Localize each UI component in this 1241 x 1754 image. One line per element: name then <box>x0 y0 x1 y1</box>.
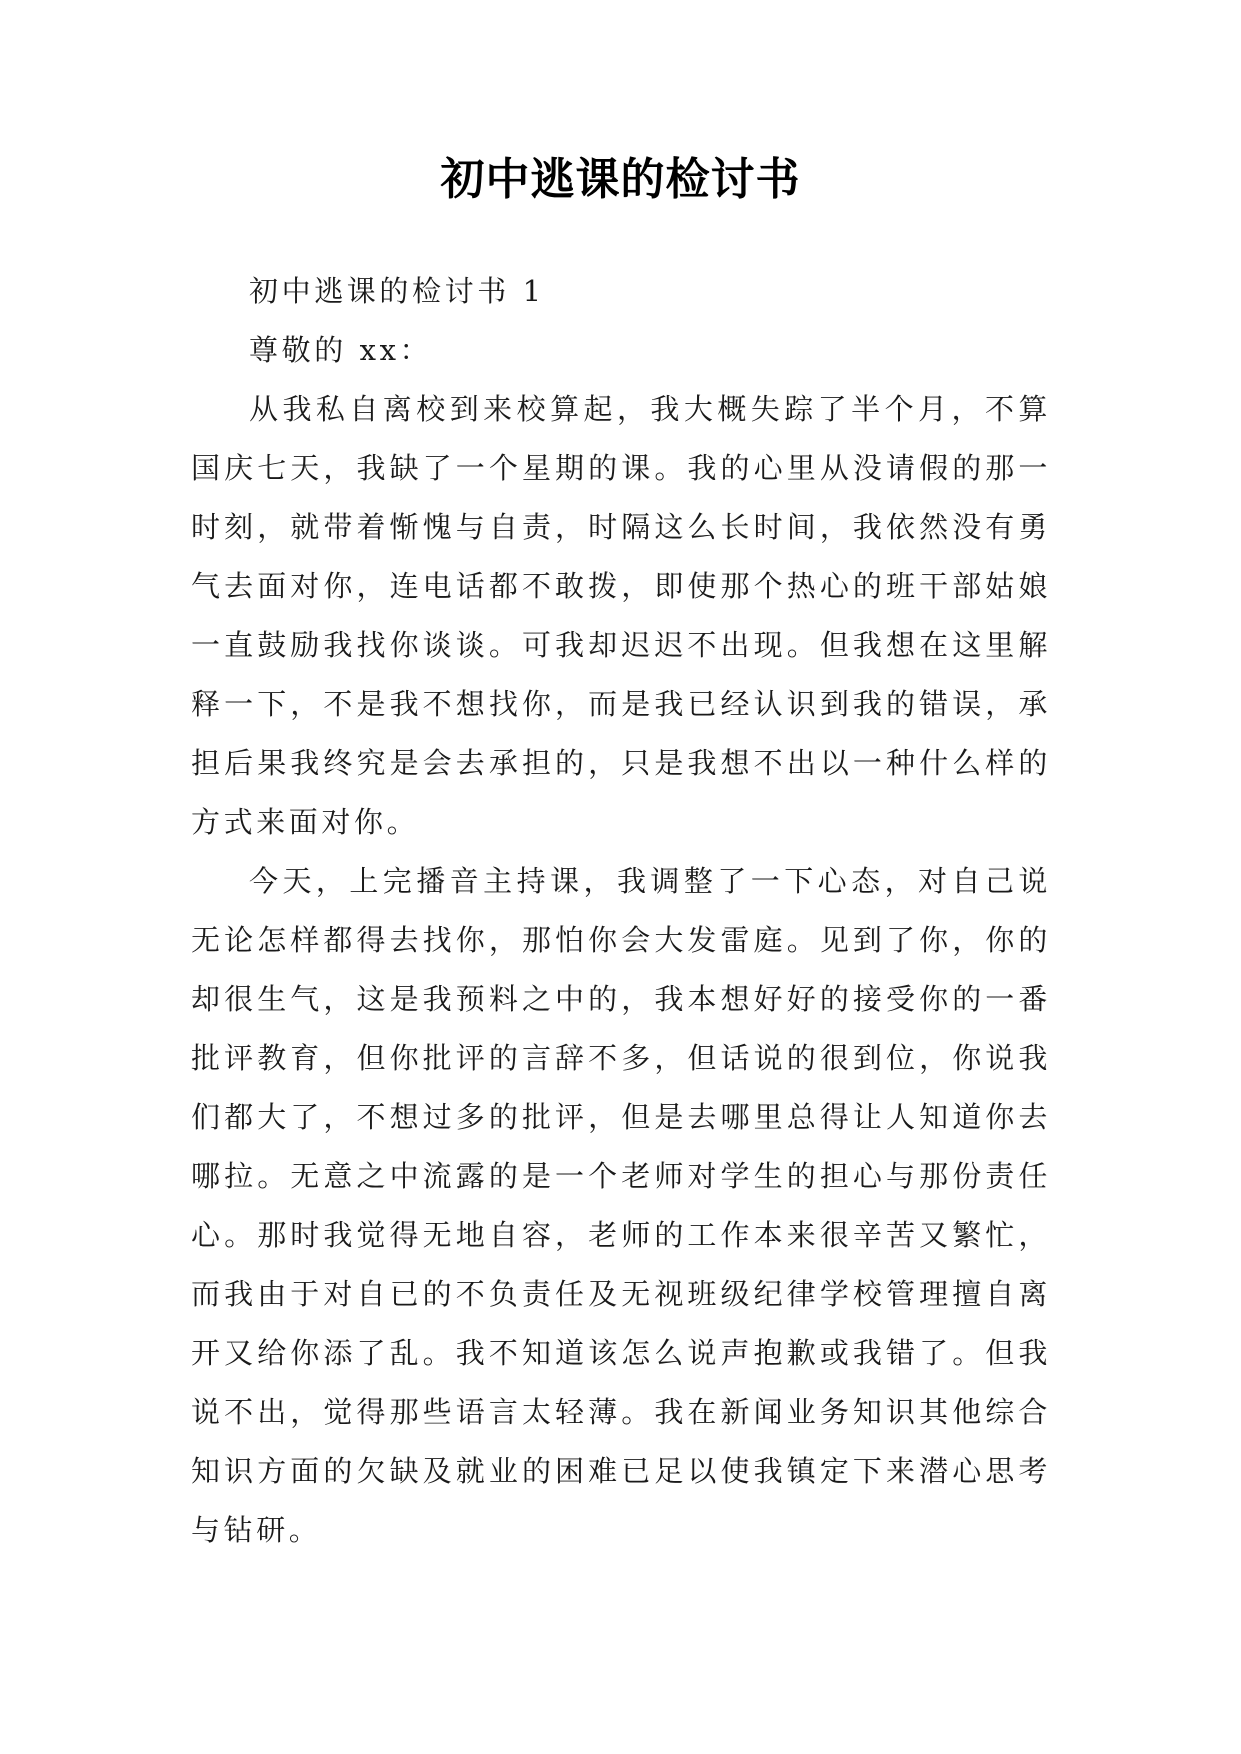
paragraph-1: 从我私自离校到来校算起，我大概失踪了半个月，不算国庆七天，我缺了一个星期的课。我的心里从没请假的那一时刻，就带着惭愧与自责，时隔这么长时间，我依然没有勇气去面对你，连电话都不敢拨，即使那个热心的班干部姑娘一直鼓励我找你谈谈。可我却迟迟不出现。但我想在这里解释一下，不是我不想找你，而是我已经认识到我的错误，承担后果我终究是会去承担的，只是我想不出以一种什么样的方式来面对你。 <box>191 392 1051 839</box>
document-title: 初中逃课的检讨书 <box>440 154 801 205</box>
salutation: 尊敬的 xx： <box>249 333 433 367</box>
section-heading: 初中逃课的检讨书 1 <box>249 274 545 308</box>
document-body <box>191 262 1051 1560</box>
paragraph-2: 今天，上完播音主持课，我调整了一下心态，对自己说无论怎样都得去找你，那怕你会大发雷庭。见到了你，你的却很生气，这是我预料之中的，我本想好好的接受你的一番批评教育，但你批评的言辞不多，但话说的很到位，你说我们都大了，不想过多的批评，但是去哪里总得让人知道你去哪拉。无意之中流露的是一个老师对学生的担心与那份责任心。那时我觉得无地自容，老师的工作本来很辛苦又繁忙，而我由于对自已的不负责任及无视班级纪律学校管理擅自离开又给你添了乱。我不知道该怎么说声抱歉或我错了。但我说不出，觉得那些语言太轻薄。我在新闻业务知识其他综合知识方面的欠缺及就业的困难已足以使我镇定下来潜心思考与钻研。 <box>191 864 1051 1547</box>
